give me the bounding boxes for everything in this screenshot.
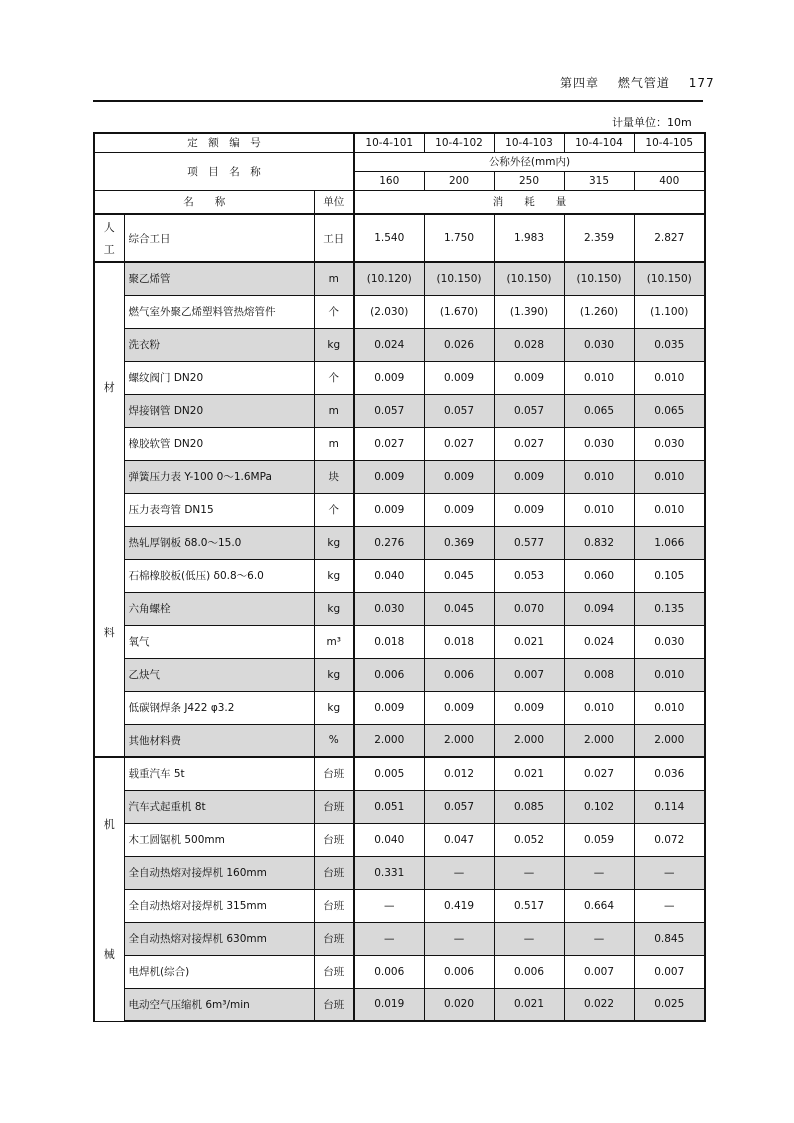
value-cell: 0.419 [424, 889, 494, 922]
value-cell: 0.009 [424, 691, 494, 724]
value-cell: 0.009 [494, 493, 564, 526]
table-row [94, 889, 705, 922]
table-row [94, 460, 705, 493]
value-cell: 0.036 [634, 757, 705, 790]
value-cell: 0.070 [494, 592, 564, 625]
table-row [94, 361, 705, 394]
item-name: 橡胶软管 DN20 [124, 427, 314, 460]
item-unit: kg [314, 559, 354, 592]
item-unit: 台班 [314, 955, 354, 988]
value-cell: 0.021 [494, 625, 564, 658]
value-cell: 0.027 [564, 757, 634, 790]
value-cell: 0.018 [354, 625, 424, 658]
value-cell: 0.010 [564, 691, 634, 724]
value-cell: 0.030 [564, 427, 634, 460]
item-unit: 台班 [314, 856, 354, 889]
value-cell: 0.010 [634, 460, 705, 493]
item-name: 汽车式起重机 8t [124, 790, 314, 823]
item-unit: 个 [314, 493, 354, 526]
value-cell: 0.028 [494, 328, 564, 361]
value-cell: 0.027 [494, 427, 564, 460]
value-cell: 0.045 [424, 559, 494, 592]
value-cell: 0.276 [354, 526, 424, 559]
value-cell: 0.009 [354, 460, 424, 493]
item-name: 乙炔气 [124, 658, 314, 691]
table-row [94, 427, 705, 460]
item-name: 螺纹阀门 DN20 [124, 361, 314, 394]
item-unit: 个 [314, 295, 354, 328]
section-title: 燃气管道 [617, 76, 670, 90]
item-unit: kg [314, 691, 354, 724]
value-cell: 0.009 [424, 361, 494, 394]
code-cell: 10-4-105 [634, 133, 705, 152]
value-cell: 0.007 [634, 955, 705, 988]
value-cell: 0.832 [564, 526, 634, 559]
value-cell: 2.000 [354, 724, 424, 757]
value-cell: 0.006 [424, 658, 494, 691]
value-cell: — [564, 922, 634, 955]
item-name: 六角螺栓 [124, 592, 314, 625]
value-cell: 0.057 [424, 394, 494, 427]
item-name: 电焊机(综合) [124, 955, 314, 988]
value-cell: 0.030 [354, 592, 424, 625]
value-cell: 0.009 [424, 493, 494, 526]
value-cell: (1.670) [424, 295, 494, 328]
table-row [94, 526, 705, 559]
value-cell: 0.009 [354, 361, 424, 394]
item-name: 电动空气压缩机 6m³/min [124, 988, 314, 1021]
value-cell: 2.827 [634, 214, 705, 262]
item-name: 综合工日 [124, 214, 314, 262]
code-cell: 10-4-101 [354, 133, 424, 152]
size-cell: 400 [634, 171, 705, 190]
value-cell: 0.040 [354, 823, 424, 856]
item-unit: 台班 [314, 988, 354, 1021]
item-unit: kg [314, 328, 354, 361]
value-cell: 0.005 [354, 757, 424, 790]
value-cell: 0.018 [424, 625, 494, 658]
category-char: 机 [103, 818, 115, 832]
item-unit: 工日 [314, 214, 354, 262]
item-name: 其他材料费 [124, 724, 314, 757]
table-row [94, 757, 705, 790]
value-cell: 0.035 [634, 328, 705, 361]
value-cell: 0.517 [494, 889, 564, 922]
spec-label: 公称外径(mm内) [354, 152, 705, 171]
code-cell: 10-4-103 [494, 133, 564, 152]
item-name: 压力表弯管 DN15 [124, 493, 314, 526]
value-cell: — [424, 856, 494, 889]
value-cell: 0.010 [564, 493, 634, 526]
value-cell: (2.030) [354, 295, 424, 328]
value-cell: (10.120) [354, 262, 424, 295]
code-cell: 10-4-102 [424, 133, 494, 152]
value-cell: 0.006 [494, 955, 564, 988]
value-cell: 0.072 [634, 823, 705, 856]
value-cell: 0.024 [354, 328, 424, 361]
table-row [94, 691, 705, 724]
value-cell: 0.007 [564, 955, 634, 988]
item-name: 石棉橡胶板(低压) δ0.8～6.0 [124, 559, 314, 592]
value-cell: 0.057 [494, 394, 564, 427]
item-name: 焊接钢管 DN20 [124, 394, 314, 427]
value-cell: 0.845 [634, 922, 705, 955]
value-cell: 0.010 [634, 361, 705, 394]
value-cell: 0.006 [354, 955, 424, 988]
value-cell: 0.369 [424, 526, 494, 559]
size-cell: 250 [494, 171, 564, 190]
table-row [94, 790, 705, 823]
value-cell: 0.664 [564, 889, 634, 922]
item-name: 载重汽车 5t [124, 757, 314, 790]
category-cell-material [94, 262, 124, 757]
item-unit: kg [314, 658, 354, 691]
value-cell: 1.540 [354, 214, 424, 262]
value-cell: 0.010 [564, 361, 634, 394]
value-cell: 0.040 [354, 559, 424, 592]
unit-note: 计量单位：10m [612, 116, 692, 129]
category-char: 材 [103, 380, 115, 394]
value-cell: 0.577 [494, 526, 564, 559]
item-unit: 台班 [314, 889, 354, 922]
item-name: 洗衣粉 [124, 328, 314, 361]
value-cell: 0.009 [494, 460, 564, 493]
item-unit: 块 [314, 460, 354, 493]
item-unit: 台班 [314, 790, 354, 823]
value-cell: 0.135 [634, 592, 705, 625]
value-cell: 0.051 [354, 790, 424, 823]
item-unit: 个 [314, 361, 354, 394]
item-unit: kg [314, 592, 354, 625]
value-cell: 0.022 [564, 988, 634, 1021]
item-name: 氧气 [124, 625, 314, 658]
value-cell: 0.060 [564, 559, 634, 592]
value-cell: (1.100) [634, 295, 705, 328]
value-cell: 0.009 [354, 493, 424, 526]
value-cell: 0.057 [424, 790, 494, 823]
item-name: 低碳钢焊条 J422 φ3.2 [124, 691, 314, 724]
value-cell: 1.066 [634, 526, 705, 559]
value-cell: (10.150) [634, 262, 705, 295]
item-unit: 台班 [314, 823, 354, 856]
name-header: 名 称 [94, 190, 314, 214]
value-cell: 0.053 [494, 559, 564, 592]
value-cell: 0.009 [494, 691, 564, 724]
item-unit: 台班 [314, 757, 354, 790]
page-number: 177 [688, 76, 715, 90]
value-cell: 0.027 [424, 427, 494, 460]
value-cell: (1.390) [494, 295, 564, 328]
table-row [94, 922, 705, 955]
item-unit: % [314, 724, 354, 757]
table-row [94, 625, 705, 658]
item-name: 木工圆锯机 500mm [124, 823, 314, 856]
value-cell: 0.019 [354, 988, 424, 1021]
value-cell: 0.010 [634, 493, 705, 526]
value-cell: (1.260) [564, 295, 634, 328]
value-cell: 0.094 [564, 592, 634, 625]
table-row [94, 295, 705, 328]
value-cell: 0.025 [634, 988, 705, 1021]
value-cell: 0.047 [424, 823, 494, 856]
item-unit: m³ [314, 625, 354, 658]
size-cell: 200 [424, 171, 494, 190]
unit-header: 单位 [314, 190, 354, 214]
value-cell: (10.150) [494, 262, 564, 295]
value-cell: 2.359 [564, 214, 634, 262]
table-row [94, 493, 705, 526]
quota-code-label: 定 额 编 号 [94, 133, 354, 152]
item-name: 热轧厚钢板 δ8.0～15.0 [124, 526, 314, 559]
value-cell: 0.021 [494, 757, 564, 790]
item-name: 聚乙烯管 [124, 262, 314, 295]
value-cell: 0.114 [634, 790, 705, 823]
category-char: 人 [103, 221, 115, 234]
value-cell: 0.009 [424, 460, 494, 493]
item-name-label: 项 目 名 称 [94, 152, 354, 190]
value-cell: 0.057 [354, 394, 424, 427]
value-cell: 0.331 [354, 856, 424, 889]
size-cell: 160 [354, 171, 424, 190]
value-cell: 0.006 [354, 658, 424, 691]
item-name: 燃气室外聚乙烯塑料管热熔管件 [124, 295, 314, 328]
category-cell-machine [94, 757, 124, 1021]
chapter-label: 第四章 [560, 76, 600, 90]
item-name: 全自动热熔对接焊机 630mm [124, 922, 314, 955]
value-cell: 0.030 [634, 625, 705, 658]
value-cell: 0.105 [634, 559, 705, 592]
value-cell: 0.030 [634, 427, 705, 460]
value-cell: 0.065 [634, 394, 705, 427]
quota-table [93, 132, 706, 1022]
category-cell-labor [94, 214, 124, 262]
table-row [94, 823, 705, 856]
value-cell: 0.009 [494, 361, 564, 394]
value-cell: 0.024 [564, 625, 634, 658]
value-cell: (10.150) [564, 262, 634, 295]
page-header [560, 74, 729, 91]
value-cell: 2.000 [564, 724, 634, 757]
value-cell: 1.983 [494, 214, 564, 262]
table-row [94, 658, 705, 691]
value-cell: — [634, 856, 705, 889]
value-cell: — [424, 922, 494, 955]
table-row [94, 988, 705, 1021]
value-cell: 0.009 [354, 691, 424, 724]
table-row [94, 592, 705, 625]
value-cell: 0.026 [424, 328, 494, 361]
value-cell: 0.052 [494, 823, 564, 856]
value-cell: 0.065 [564, 394, 634, 427]
code-cell: 10-4-104 [564, 133, 634, 152]
value-cell: 0.010 [634, 691, 705, 724]
value-cell: — [354, 889, 424, 922]
value-cell: 2.000 [494, 724, 564, 757]
value-cell: 0.020 [424, 988, 494, 1021]
category-char: 料 [103, 626, 115, 640]
value-cell: 0.021 [494, 988, 564, 1021]
item-name: 弹簧压力表 Y-100 0～1.6MPa [124, 460, 314, 493]
consume-header: 消 耗 量 [354, 190, 705, 214]
value-cell: 0.010 [634, 658, 705, 691]
value-cell: 2.000 [634, 724, 705, 757]
item-unit: m [314, 427, 354, 460]
value-cell: 1.750 [424, 214, 494, 262]
value-cell: 0.059 [564, 823, 634, 856]
item-name: 全自动热熔对接焊机 160mm [124, 856, 314, 889]
value-cell: 0.012 [424, 757, 494, 790]
category-char: 械 [103, 948, 115, 962]
table-row [94, 724, 705, 757]
table-row [94, 394, 705, 427]
item-unit: kg [314, 526, 354, 559]
table-row [94, 262, 705, 295]
value-cell: 0.027 [354, 427, 424, 460]
table-row [94, 214, 705, 262]
value-cell: 0.008 [564, 658, 634, 691]
value-cell: — [494, 922, 564, 955]
value-cell: — [564, 856, 634, 889]
table-row [94, 559, 705, 592]
value-cell: — [494, 856, 564, 889]
category-char: 工 [103, 243, 115, 256]
table-row [94, 328, 705, 361]
header-rule [93, 100, 703, 102]
item-unit: m [314, 262, 354, 295]
value-cell: — [354, 922, 424, 955]
item-name: 全自动热熔对接焊机 315mm [124, 889, 314, 922]
value-cell: 0.045 [424, 592, 494, 625]
value-cell: 0.102 [564, 790, 634, 823]
value-cell: 0.085 [494, 790, 564, 823]
item-unit: m [314, 394, 354, 427]
value-cell: (10.150) [424, 262, 494, 295]
value-cell: 2.000 [424, 724, 494, 757]
item-unit: 台班 [314, 922, 354, 955]
table-row [94, 856, 705, 889]
value-cell: 0.007 [494, 658, 564, 691]
table-row [94, 955, 705, 988]
value-cell: 0.010 [564, 460, 634, 493]
value-cell: 0.030 [564, 328, 634, 361]
value-cell: — [634, 889, 705, 922]
value-cell: 0.006 [424, 955, 494, 988]
size-cell: 315 [564, 171, 634, 190]
